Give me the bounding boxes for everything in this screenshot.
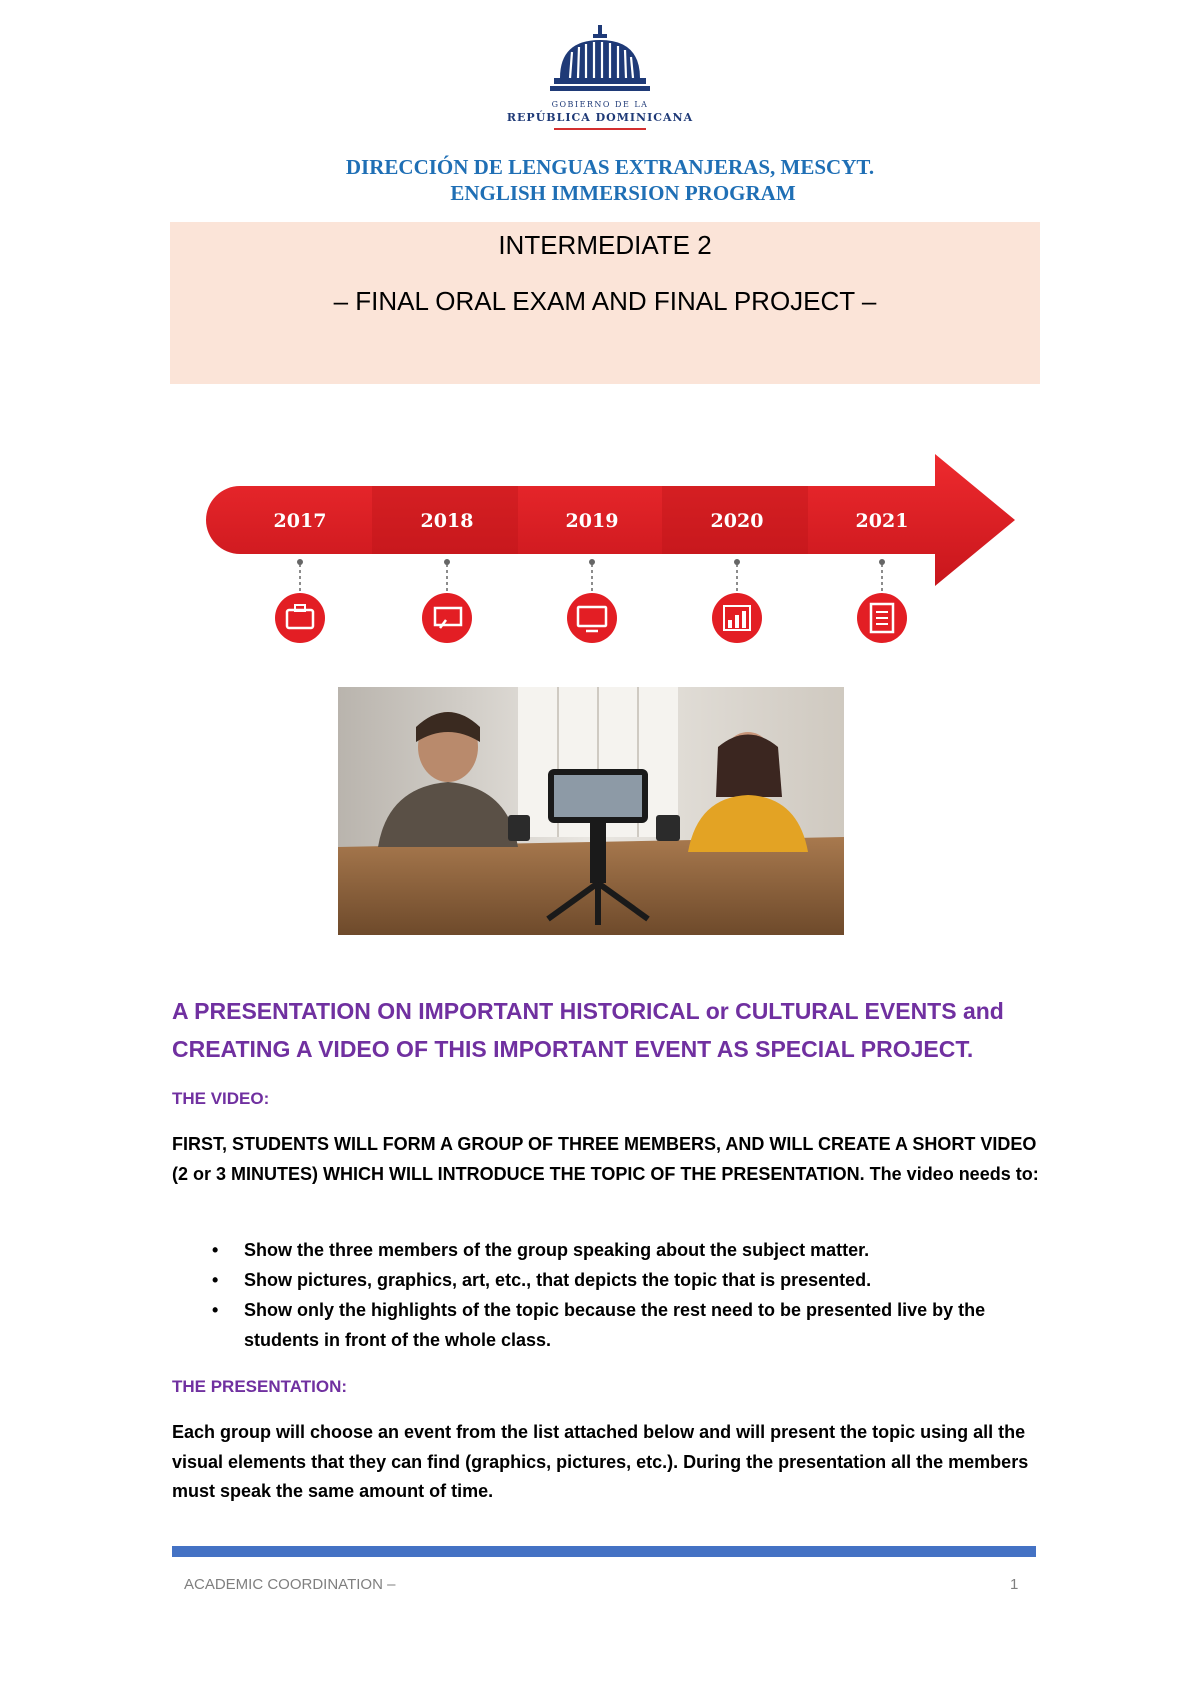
- government-logo: [490, 22, 710, 137]
- program-title: ENGLISH IMMERSION PROGRAM: [450, 181, 796, 205]
- presentation-icon: [422, 593, 472, 643]
- timeline-year: 2020: [710, 510, 764, 532]
- footer-label: ACADEMIC COORDINATION –: [184, 1576, 396, 1593]
- timeline-year: 2018: [420, 510, 474, 532]
- video-section-label: THE VIDEO:: [172, 1089, 270, 1108]
- footer-rule: [172, 1546, 1036, 1557]
- timeline-graphic: [190, 448, 1020, 648]
- briefcase-icon: [275, 593, 325, 643]
- timeline-year: 2021: [855, 510, 909, 532]
- document-list-icon: [857, 593, 907, 643]
- logo-line-2: REPÚBLICA DOMINICANA: [506, 111, 694, 124]
- project-heading: A PRESENTATION ON IMPORTANT HISTORICAL or CULTURAL EVENTS and CREATING A VIDEO OF THIS IMPORTANT EVENT AS SPECIAL PROJECT.: [172, 998, 1004, 1062]
- podcast-recording-photo: [338, 687, 844, 935]
- presentation-section-label: THE PRESENTATION:: [172, 1377, 348, 1396]
- video-intro-paragraph: FIRST, STUDENTS WILL FORM A GROUP OF THREE MEMBERS, AND WILL CREATE A SHORT VIDEO (2 or 3 MINUTES) WHICH WILL INTRODUCE THE TOPIC OF THE PRESENTATION. The video needs to:: [172, 1134, 1039, 1184]
- title-box: [170, 222, 1040, 384]
- list-item: • Show the three members of the group speaking about the subject matter.: [172, 1235, 1042, 1265]
- monitor-icon: [567, 593, 617, 643]
- video-requirements-list: [172, 1235, 1042, 1355]
- logo-line-1: GOBIERNO DE LA: [551, 100, 649, 109]
- course-level: INTERMEDIATE 2: [498, 230, 712, 260]
- logo-red-rule: [554, 128, 646, 130]
- list-item: • Show only the highlights of the topic because the rest need to be presented live by the students in front of the whole class.: [172, 1295, 1042, 1355]
- page-number: 1: [1010, 1576, 1019, 1593]
- department-title: DIRECCIÓN DE LENGUAS EXTRANJERAS, MESCYT.: [345, 155, 875, 179]
- bar-chart-icon: [712, 593, 762, 643]
- exam-subtitle: – FINAL ORAL EXAM AND FINAL PROJECT –: [333, 286, 877, 316]
- timeline-year: 2019: [565, 510, 619, 532]
- timeline-year: 2017: [273, 510, 327, 532]
- list-item: • Show pictures, graphics, art, etc., that depicts the topic that is presented.: [172, 1265, 1042, 1295]
- capitol-dome-icon: [490, 22, 710, 100]
- presentation-paragraph: Each group will choose an event from the list attached below and will present the topic using all the visual elements that they can find (graphics, pictures, etc.). During the presentation all the members must speak the same amount of time.: [172, 1422, 1029, 1501]
